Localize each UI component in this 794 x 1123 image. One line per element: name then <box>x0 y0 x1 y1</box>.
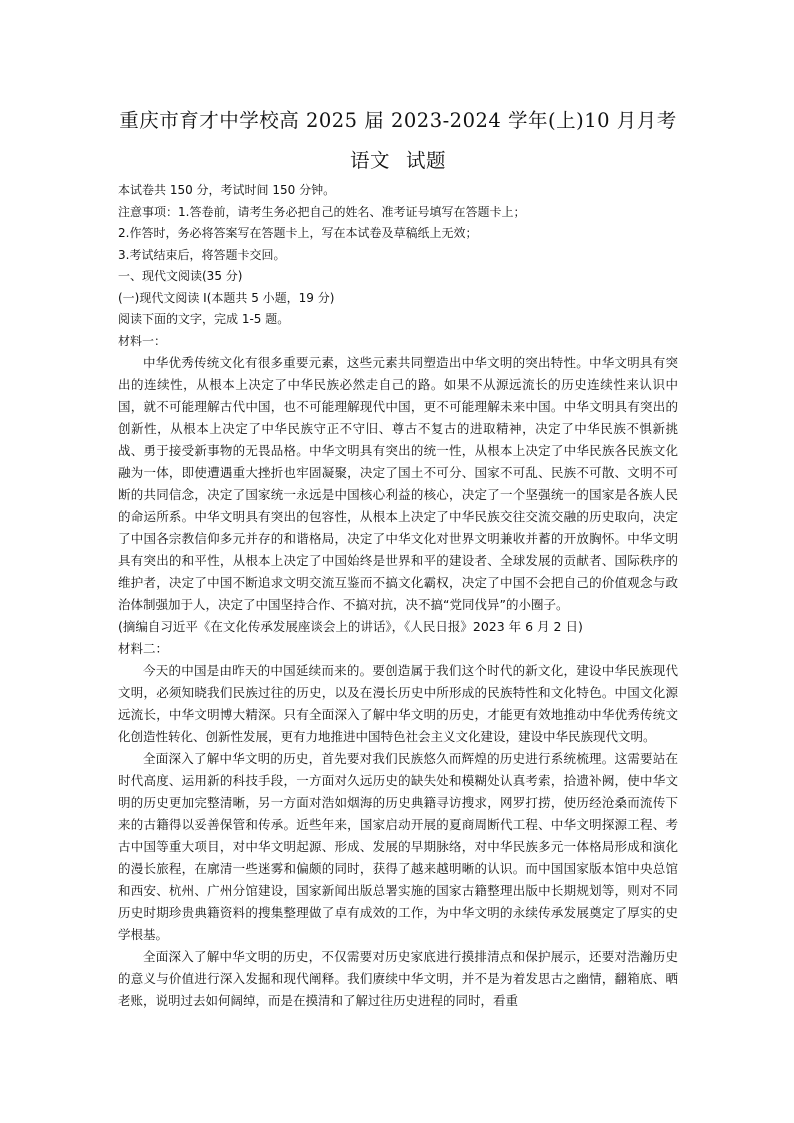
material2-label: 材料二： <box>118 641 169 656</box>
note-2: 2.作答时，务必将答案写在答题卡上，写在本试卷及草稿纸上无效； <box>118 226 478 240</box>
subject-label: 语文 <box>349 149 390 172</box>
exam-title: 重庆市育才中学校高 2025 届 2023-2024 学年(上)10 月月考 <box>119 109 677 132</box>
notes-heading: 注意事项：1.答卷前，请考生务必把自己的姓名、准考证号填写在答题卡上； <box>118 204 526 219</box>
material2-paragraph-3: 全面深入了解中华文明的历史，不仅需要对历史家底进行摸排清点和保护展示，还要对浩瀚历史的意义与价值进行深入发掘和现代阐释。我们赓续中华文明，并不是为着发思古之幽情，翻箱底、晒老账，说明过去如何阔绰，而是在摸清和了解过往历史进程的同时，看重 <box>118 949 678 1008</box>
material1 <box>118 352 678 638</box>
subsection-heading: (一)现代文阅读 I(本题共 5 小题，19 分) <box>118 290 335 305</box>
exam-info: 本试卷共 150 分，考试时间 150 分钟。 <box>118 183 336 197</box>
material1-label: 材料一： <box>118 333 167 348</box>
material1-paragraph: 中华优秀传统文化有很多重要元素，这些元素共同塑造出中华文明的突出特性。中华文明具有突出的连续性，从根本上决定了中华民族必然走自己的路。如果不从源远流长的历史连续性来认识中国，就不可能理解古代中国，也不可能理解现代中国，更不可能理解未来中国。中华文明具有突出的创新性，从根本上决定了中华民族守正不守旧、尊古不复古的进取精神，决定了中华民族不惧新挑战、勇于接受新事物的无畏品格。中华文明具有突出的统一性，从根本上决定了中华民族各民族文化融为一体，即使遭遇重大挫折也牢固凝聚，决定了国土不可分、国家不可乱、民族不可散、文明不可断的共同信念，决定了国家统一永远是中国核心利益的核心，决定了一个坚强统一的国家是各族人民的命运所系。中华文明具有突出的包容性，从根本上决定了中华民族交往交流交融的历史取向，决定了中国各宗教信仰多元并存的和谐格局，决定了中华文化对世界文明兼收并蓄的开放胸怀。中华文明具有突出的和平性，从根本上决定了中国始终是世界和平的建设者、全球发展的贡献者、国际秩序的维护者，决定了中国不断追求文明交流互鉴而不搞文化霸权，决定了中国不会把自己的价值观念与政治体制强加于人，决定了中国坚持合作、不搞对抗，决不搞“党同伐异”的小圈子。 <box>118 355 678 612</box>
material2 <box>118 638 678 1012</box>
material2-paragraph-1: 今天的中国是由昨天的中国延续而来的。要创造属于我们这个时代的新文化，建设中华民族现代文明，必须知晓我们民族过往的历史，以及在漫长历史中所形成的民族特性和文化特色。中国文化源远流长，中华文明博大精深。只有全面深入了解中华文明的历史，才能更有效地推动中华优秀传统文化创造性转化、创新性发展，更有力地推进中国特色社会主义文化建设，建设中华民族现代文明。 <box>118 663 678 744</box>
note-3: 3.考试结束后，将答题卡交回。 <box>118 247 286 262</box>
exam-instructions <box>118 180 678 352</box>
material2-paragraph-2: 全面深入了解中华文明的历史，首先要对我们民族悠久而辉煌的历史进行系统梳理。这需要站在时代高度、运用新的科技手段，一方面对久远历史的缺失处和模糊处认真考索，拾遗补阙，使中华文明的历史更加完整清晰，另一方面对浩如烟海的历史典籍寻访搜求，网罗打捞，使历经沧桑而流传下来的古籍得以妥善保管和传承。近些年来，国家启动开展的夏商周断代工程、中华文明探源工程、考古中国等重大项目，对中华文明起源、形成、发展的早期脉络，对中华民族多元一体格局形成和演化的漫长旅程，在廓清一些迷雾和偏颇的同时，获得了越来越明晰的认识。而中国国家版本馆中央总馆和西安、杭州、广州分馆建设，国家新闻出版总署实施的国家古籍整理出版中长期规划等，则对不同历史时期珍贵典籍资料的搜集整理做了卓有成效的工作，为中华文明的永续传承发展奠定了厚实的史学根基。 <box>118 751 678 942</box>
reading-instruction: 阅读下面的文字，完成 1-5 题。 <box>118 312 290 326</box>
exam-page <box>118 100 678 1012</box>
exam-subtitle <box>118 146 678 176</box>
exam-kind-label: 试题 <box>406 149 447 172</box>
material1-source: (摘编自习近平《在文化传承发展座谈会上的讲话》，《人民日报》2023 年 6 月 2 日) <box>118 619 583 634</box>
section-heading: 一、现代文阅读(35 分) <box>118 269 243 283</box>
